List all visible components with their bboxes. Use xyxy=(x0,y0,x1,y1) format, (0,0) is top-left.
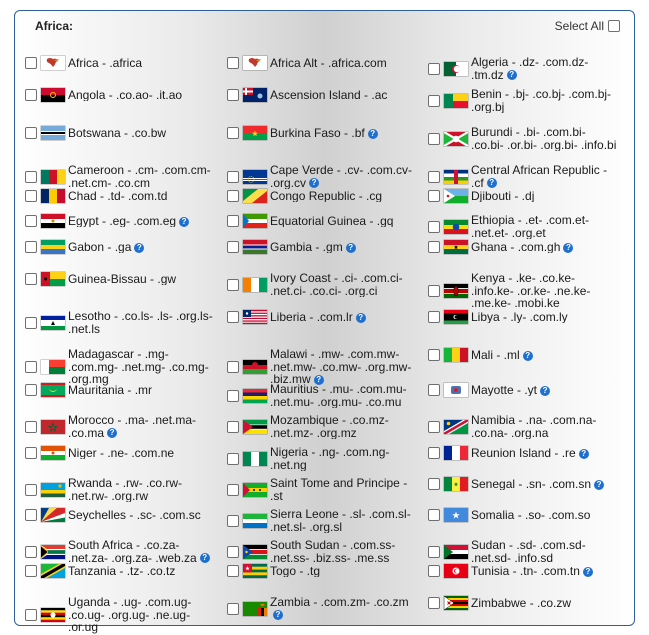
domain-label-text: Africa Alt - .africa.com xyxy=(270,56,387,70)
domain-label-text: Algeria - .dz- .com.dz- .tm.dz xyxy=(471,56,589,81)
domain-item-zw[interactable] xyxy=(428,596,628,610)
africa-map-icon xyxy=(243,56,267,70)
help-icon[interactable]: ? xyxy=(579,449,589,459)
domain-checkbox[interactable] xyxy=(428,95,440,107)
domain-checkbox[interactable] xyxy=(428,478,440,490)
domain-item-gq[interactable] xyxy=(227,214,427,228)
flag-dz-icon xyxy=(444,62,468,76)
flag-cm-icon xyxy=(41,170,65,184)
domain-label xyxy=(68,348,218,386)
help-icon[interactable]: ? xyxy=(507,70,517,80)
domain-item-ly[interactable] xyxy=(428,310,628,324)
help-icon[interactable]: ? xyxy=(309,178,319,188)
domain-item-ne[interactable] xyxy=(25,446,225,460)
domain-item-ao[interactable] xyxy=(25,88,225,102)
domain-item-gw[interactable] xyxy=(25,272,225,286)
domain-label-text: Rwanda - .rw- .co.rw- .net.rw- .org.rw xyxy=(68,477,183,502)
domain-checkbox[interactable] xyxy=(25,421,37,433)
domain-label xyxy=(471,565,621,578)
flag-gm-icon xyxy=(243,240,267,254)
domain-label xyxy=(270,508,420,533)
select-all-checkbox[interactable] xyxy=(608,20,620,32)
domain-item-ss[interactable] xyxy=(227,539,427,564)
domain-label xyxy=(68,89,218,102)
flag-za-icon xyxy=(41,545,65,559)
domain-label-text: Burundi - .bi- .com.bi- .co.bi- .or.bi- .org.bi- .info.bi xyxy=(471,126,617,151)
domain-checkbox[interactable] xyxy=(25,484,37,496)
domain-item-cg[interactable] xyxy=(227,189,427,203)
domain-item-sd[interactable] xyxy=(428,539,628,564)
domain-label xyxy=(68,273,218,286)
domain-label-text: Tunisia - .tn- .com.tn xyxy=(471,564,580,578)
domain-label-text: Nigeria - .ng- .com.ng- .net.ng xyxy=(270,446,390,471)
domain-checkbox[interactable] xyxy=(227,361,239,373)
africa-map-icon xyxy=(41,56,65,70)
africa-domain-panel xyxy=(14,10,635,634)
domain-label-text: Cameroon - .cm- .com.cm- .net.cm- .co.cm xyxy=(68,164,211,189)
help-icon[interactable]: ? xyxy=(368,129,378,139)
domain-checkbox[interactable] xyxy=(25,447,37,459)
domain-checkbox[interactable] xyxy=(227,390,239,402)
domain-item-ac[interactable] xyxy=(227,88,427,102)
flag-lr-icon xyxy=(243,310,267,324)
domain-label xyxy=(68,241,218,254)
domain-label-text: Gambia - .gm xyxy=(270,240,343,254)
domain-label xyxy=(270,127,420,140)
flag-ls-icon xyxy=(41,316,65,330)
domain-item-lr[interactable] xyxy=(227,310,427,324)
domain-label xyxy=(471,349,621,362)
domain-item-yt[interactable] xyxy=(428,383,628,397)
domain-label-text: Madagascar - .mg- .com.mg- .net.mg- .co.mg- .org.mg xyxy=(68,348,209,386)
domain-label xyxy=(471,214,621,239)
section-title: Africa: xyxy=(35,19,74,33)
domain-item-so[interactable] xyxy=(428,508,628,522)
domain-checkbox[interactable] xyxy=(428,597,440,609)
domain-checkbox[interactable] xyxy=(227,546,239,558)
domain-label-text: Benin - .bj- .co.bj- .com.bj- .org.bj xyxy=(471,88,612,113)
flag-eg-icon xyxy=(41,214,65,228)
domain-label xyxy=(471,447,621,460)
domain-item-tz[interactable] xyxy=(25,564,225,578)
domain-checkbox[interactable] xyxy=(428,546,440,558)
domain-label-text: Senegal - .sn- .com.sn xyxy=(471,477,592,491)
domain-label-text: Cape Verde - .cv- .com.cv- .org.cv xyxy=(270,164,413,189)
domain-item-bf[interactable] xyxy=(227,126,427,140)
domain-label xyxy=(270,414,420,439)
domain-label xyxy=(270,241,420,254)
domain-label-text: Lesotho - .co.ls- .ls- .org.ls- .net.ls xyxy=(68,310,213,335)
domain-item-gm[interactable] xyxy=(227,240,427,254)
domain-checkbox[interactable] xyxy=(25,317,37,329)
flag-ly-icon xyxy=(444,310,468,324)
domain-label-text: Seychelles - .sc- .com.sc xyxy=(68,508,201,522)
domain-label xyxy=(68,539,218,564)
domain-label xyxy=(471,597,621,610)
domain-label-text: Saint Tome and Principe - .st xyxy=(270,477,408,502)
domain-checkbox[interactable] xyxy=(25,509,37,521)
domain-label-text: Equatorial Guinea - .gq xyxy=(270,214,394,228)
flag-bi-icon xyxy=(444,132,468,146)
help-icon[interactable]: ? xyxy=(107,428,117,438)
domain-label xyxy=(471,164,621,189)
domain-label xyxy=(270,311,420,324)
domain-item-ug[interactable] xyxy=(25,596,225,634)
domain-label xyxy=(68,310,218,335)
domain-item-rw[interactable] xyxy=(25,477,225,502)
domain-label xyxy=(270,348,420,386)
domain-label xyxy=(270,164,420,189)
domain-checkbox[interactable] xyxy=(25,609,37,621)
select-all-control[interactable] xyxy=(555,19,620,33)
domain-checkbox[interactable] xyxy=(25,546,37,558)
domain-item-zm[interactable] xyxy=(227,596,427,621)
domain-label-text: Ethiopia - .et- .com.et- .net.et- .org.et xyxy=(471,214,590,239)
flag-ml-icon xyxy=(444,348,468,362)
flag-mw-icon xyxy=(243,360,267,374)
domain-item-bi[interactable] xyxy=(428,126,628,151)
domain-item-bj[interactable] xyxy=(428,88,628,113)
domain-label-text: Zambia - .com.zm- .co.zm xyxy=(270,596,409,609)
domain-label xyxy=(471,88,621,113)
flag-gq-icon xyxy=(243,214,267,228)
domain-checkbox[interactable] xyxy=(227,279,239,291)
flag-re-icon xyxy=(444,446,468,460)
domain-label xyxy=(471,478,621,491)
domain-label-text: Ghana - .com.gh xyxy=(471,240,561,254)
flag-ug-icon xyxy=(41,608,65,622)
domain-checkbox[interactable] xyxy=(25,89,37,101)
domain-checkbox[interactable] xyxy=(227,515,239,527)
domain-checkbox[interactable] xyxy=(25,171,37,183)
domain-checkbox[interactable] xyxy=(25,57,37,69)
domain-item-ma[interactable] xyxy=(25,414,225,439)
domain-checkbox[interactable] xyxy=(227,453,239,465)
domain-label-text: Mozambique - .co.mz- .net.mz- .org.mz xyxy=(270,414,389,439)
domain-label-text: Mayotte - .yt xyxy=(471,383,538,397)
domain-label xyxy=(68,190,218,203)
domain-item-mr[interactable] xyxy=(25,383,225,397)
domain-label-text: Mauritius - .mu- .com.mu- .net.mu- .org.mu- .co.mu xyxy=(270,383,407,408)
domain-label xyxy=(471,56,621,81)
flag-tn-icon xyxy=(444,564,468,578)
flag-gh-icon xyxy=(444,240,468,254)
domain-item-cv[interactable] xyxy=(227,164,427,189)
domain-checkbox[interactable] xyxy=(25,384,37,396)
flag-ma-icon xyxy=(41,420,65,434)
domain-checkbox[interactable] xyxy=(428,285,440,297)
domain-item-na[interactable] xyxy=(428,414,628,439)
flag-mr-icon xyxy=(41,383,65,397)
domain-item-ke[interactable] xyxy=(428,272,628,310)
domain-item-cf[interactable] xyxy=(428,164,628,189)
domain-checkbox[interactable] xyxy=(227,484,239,496)
domain-item-sl[interactable] xyxy=(227,508,427,533)
flag-mg-icon xyxy=(41,360,65,374)
help-icon[interactable]: ? xyxy=(200,553,210,563)
domain-label xyxy=(270,190,420,203)
help-icon[interactable]: ? xyxy=(487,178,497,188)
flag-cv-icon xyxy=(243,170,267,184)
domain-label xyxy=(68,57,218,70)
domain-label xyxy=(471,126,621,151)
domain-checkbox[interactable] xyxy=(25,565,37,577)
domain-checkbox[interactable] xyxy=(428,190,440,202)
domain-label-text: Gabon - .ga xyxy=(68,240,132,254)
domain-label xyxy=(270,596,420,621)
domain-item-bw[interactable] xyxy=(25,126,225,140)
domain-label xyxy=(68,215,218,228)
domain-label xyxy=(68,384,218,397)
domain-checkbox[interactable] xyxy=(25,273,37,285)
domain-checkbox[interactable] xyxy=(227,421,239,433)
domain-item-ci[interactable] xyxy=(227,272,427,297)
help-icon[interactable]: ? xyxy=(179,217,189,227)
domain-checkbox[interactable] xyxy=(428,384,440,396)
domain-checkbox[interactable] xyxy=(428,509,440,521)
domain-label xyxy=(68,164,218,189)
domain-item-ng[interactable] xyxy=(227,446,427,471)
domain-label-text: Ascension Island - .ac xyxy=(270,88,388,102)
domain-label-text: Angola - .co.ao- .it.ao xyxy=(68,88,183,102)
domain-checkbox[interactable] xyxy=(227,89,239,101)
domain-label xyxy=(270,565,420,578)
domain-item-mz[interactable] xyxy=(227,414,427,439)
domain-checkbox[interactable] xyxy=(227,603,239,615)
domain-item-mw[interactable] xyxy=(227,348,427,386)
flag-ac-icon xyxy=(243,88,267,102)
domain-checkbox[interactable] xyxy=(428,311,440,323)
domain-label-text: Libya - .ly- .com.ly xyxy=(471,310,568,324)
domain-checkbox[interactable] xyxy=(25,361,37,373)
flag-cg-icon xyxy=(243,189,267,203)
domain-label xyxy=(270,57,420,70)
flag-ke-icon xyxy=(444,284,468,298)
domain-label xyxy=(471,241,621,254)
domain-label-text: Guinea-Bissau - .gw xyxy=(68,272,177,286)
domain-checkbox[interactable] xyxy=(428,171,440,183)
flag-ao-icon xyxy=(41,88,65,102)
flag-cf-icon xyxy=(444,170,468,184)
domain-label xyxy=(68,477,218,502)
domain-label xyxy=(270,446,420,471)
help-icon[interactable]: ? xyxy=(523,351,533,361)
flag-sc-icon xyxy=(41,508,65,522)
domain-label xyxy=(471,384,621,397)
domain-label xyxy=(270,215,420,228)
domain-label-text: Tanzania - .tz- .co.tz xyxy=(68,564,176,578)
flag-et-icon xyxy=(444,220,468,234)
domain-item-gh[interactable] xyxy=(428,240,628,254)
domain-label-text: Kenya - .ke- .co.ke- .info.ke- .or.ke- .ne.ke- .me.ke- .mobi.ke xyxy=(471,272,591,310)
domain-label xyxy=(270,477,420,502)
domain-label-text: Reunion Island - .re xyxy=(471,446,576,460)
domain-checkbox[interactable] xyxy=(428,241,440,253)
domain-label xyxy=(270,272,420,297)
flag-ng-icon xyxy=(243,452,267,466)
flag-st-icon xyxy=(243,483,267,497)
help-icon[interactable]: ? xyxy=(563,243,573,253)
flag-dj-icon xyxy=(444,189,468,203)
help-icon[interactable]: ? xyxy=(273,610,283,620)
flag-zw-icon xyxy=(444,596,468,610)
domain-label-text: Namibia - .na- .com.na- .co.na- .org.na xyxy=(471,414,597,439)
domain-item-td[interactable] xyxy=(25,189,225,203)
domain-label xyxy=(68,127,218,140)
domain-item-ls[interactable] xyxy=(25,310,225,335)
domain-label-text: Liberia - .com.lr xyxy=(270,310,353,324)
domain-label xyxy=(68,414,218,439)
help-icon[interactable]: ? xyxy=(594,480,604,490)
help-icon[interactable]: ? xyxy=(540,386,550,396)
flag-mu-icon xyxy=(243,389,267,403)
domain-label-text: Morocco - .ma- .net.ma- .co.ma xyxy=(68,414,197,439)
domain-label-text: Chad - .td- .com.td xyxy=(68,189,168,203)
domain-label-text: Zimbabwe - .co.zw xyxy=(471,596,572,610)
domain-checkbox[interactable] xyxy=(227,565,239,577)
domain-item-eg[interactable] xyxy=(25,214,225,228)
domain-label xyxy=(471,539,621,564)
domain-label xyxy=(270,539,420,564)
flag-bf-icon xyxy=(243,126,267,140)
domain-checkbox[interactable] xyxy=(428,349,440,361)
domain-item-cm[interactable] xyxy=(25,164,225,189)
domain-item-sn[interactable] xyxy=(428,477,628,491)
domain-item-mu[interactable] xyxy=(227,383,427,408)
flag-ga-icon xyxy=(41,240,65,254)
domain-item-za[interactable] xyxy=(25,539,225,564)
domain-checkbox[interactable] xyxy=(25,215,37,227)
domain-label-text: Ivory Coast - .ci- .com.ci- .net.ci- .co.ci- .org.ci xyxy=(270,272,403,297)
flag-ss-icon xyxy=(243,545,267,559)
domain-checkbox[interactable] xyxy=(25,241,37,253)
domain-label xyxy=(68,509,218,522)
domain-checkbox[interactable] xyxy=(428,133,440,145)
domain-checkbox[interactable] xyxy=(227,127,239,139)
domain-label xyxy=(270,89,420,102)
domain-label xyxy=(68,565,218,578)
domain-label-text: Sudan - .sd- .com.sd- .net.sd- .info.sd xyxy=(471,539,586,564)
domain-label-text: Africa - .africa xyxy=(68,56,143,70)
domain-label-text: South Africa - .co.za- .net.za- .org.za- .web.za xyxy=(68,539,197,564)
domain-label xyxy=(471,414,621,439)
flag-bw-icon xyxy=(41,126,65,140)
domain-label xyxy=(471,190,621,203)
flag-rw-icon xyxy=(41,483,65,497)
flag-ne-icon xyxy=(41,446,65,460)
domain-label-text: South Sudan - .com.ss- .net.ss- .biz.ss- .me.ss xyxy=(270,539,396,564)
domain-label xyxy=(270,383,420,408)
domain-checkbox[interactable] xyxy=(428,63,440,75)
domain-checkbox[interactable] xyxy=(227,241,239,253)
domain-label-text: Congo Republic - .cg xyxy=(270,189,383,203)
domain-label xyxy=(471,311,621,324)
help-icon[interactable]: ? xyxy=(134,243,144,253)
domain-label-text: Niger - .ne- .com.ne xyxy=(68,446,175,460)
domain-label-text: Mali - .ml xyxy=(471,348,520,362)
domain-item-sc[interactable] xyxy=(25,508,225,522)
flag-zm-icon xyxy=(243,602,267,616)
flag-na-icon xyxy=(444,420,468,434)
domain-item-ml[interactable] xyxy=(428,348,628,362)
domain-item-africa-icon[interactable] xyxy=(227,56,427,70)
flag-so-icon xyxy=(444,508,468,522)
domain-label xyxy=(471,272,621,310)
domain-item-dz[interactable] xyxy=(428,56,628,81)
help-icon[interactable]: ? xyxy=(583,567,593,577)
domain-checkbox[interactable] xyxy=(227,215,239,227)
domain-checkbox[interactable] xyxy=(227,57,239,69)
domain-item-ga[interactable] xyxy=(25,240,225,254)
domain-checkbox[interactable] xyxy=(428,565,440,577)
flag-td-icon xyxy=(41,189,65,203)
domain-label-text: Malawi - .mw- .com.mw- .net.mw- .co.mw- .org.mw- .biz.mw xyxy=(270,348,412,386)
domain-checkbox[interactable] xyxy=(428,447,440,459)
domain-label xyxy=(68,447,218,460)
domain-label-text: Central African Republic - .cf xyxy=(471,164,608,189)
domain-label-text: Togo - .tg xyxy=(270,564,321,578)
domain-item-tg[interactable] xyxy=(227,564,427,578)
domain-checkbox[interactable] xyxy=(25,190,37,202)
flag-bj-icon xyxy=(444,94,468,108)
domain-checkbox[interactable] xyxy=(227,171,239,183)
domain-label-text: Somalia - .so- .com.so xyxy=(471,508,591,522)
domain-label xyxy=(471,509,621,522)
domain-item-mg[interactable] xyxy=(25,348,225,386)
help-icon[interactable]: ? xyxy=(314,375,324,385)
domain-checkbox[interactable] xyxy=(25,127,37,139)
domain-item-re[interactable] xyxy=(428,446,628,460)
domain-item-et[interactable] xyxy=(428,214,628,239)
domain-checkbox[interactable] xyxy=(428,421,440,433)
domain-label-text: Mauritania - .mr xyxy=(68,383,153,397)
help-icon[interactable]: ? xyxy=(356,313,366,323)
flag-sd-icon xyxy=(444,545,468,559)
domain-checkbox[interactable] xyxy=(428,221,440,233)
help-icon[interactable]: ? xyxy=(346,243,356,253)
flag-ci-icon xyxy=(243,278,267,292)
domain-item-dj[interactable] xyxy=(428,189,628,203)
domain-label-text: Sierra Leone - .sl- .com.sl- .net.sl- .org.sl xyxy=(270,508,411,533)
domain-label xyxy=(68,596,218,634)
domain-label-text: Djibouti - .dj xyxy=(471,189,535,203)
flag-gw-icon xyxy=(41,272,65,286)
domain-checkbox[interactable] xyxy=(227,311,239,323)
domain-item-africa-icon[interactable] xyxy=(25,56,225,70)
flag-tz-icon xyxy=(41,564,65,578)
flag-sn-icon xyxy=(444,477,468,491)
domain-checkbox[interactable] xyxy=(227,190,239,202)
select-all-label: Select All xyxy=(554,19,604,33)
domain-label-text: Uganda - .ug- .com.ug- .co.ug- .org.ug- .ne.ug- .or.ug xyxy=(68,596,192,634)
flag-yt-icon xyxy=(444,383,468,397)
domain-item-tn[interactable] xyxy=(428,564,628,578)
domain-label-text: Botswana - .co.bw xyxy=(68,126,167,140)
flag-sl-icon xyxy=(243,514,267,528)
domain-label-text: Egypt - .eg- .com.eg xyxy=(68,214,177,228)
flag-tg-icon xyxy=(243,564,267,578)
domain-item-st[interactable] xyxy=(227,477,427,502)
flag-mz-icon xyxy=(243,420,267,434)
domain-label-text: Burkina Faso - .bf xyxy=(270,126,365,140)
